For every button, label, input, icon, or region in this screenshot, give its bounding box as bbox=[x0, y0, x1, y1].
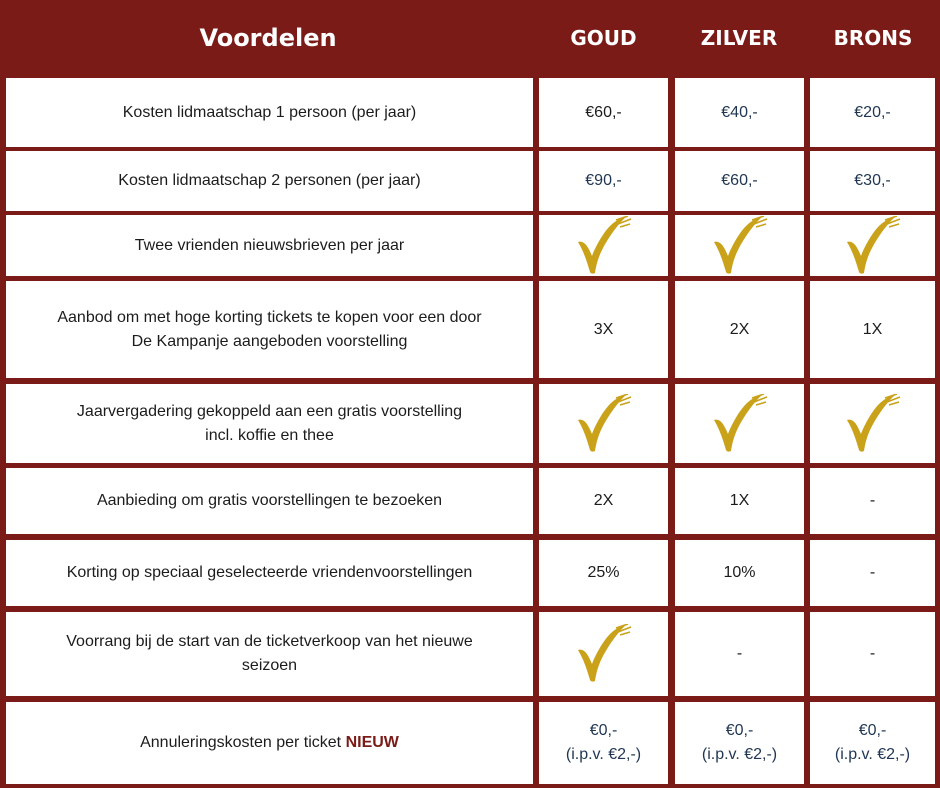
goud-value: 3X bbox=[539, 281, 668, 378]
row-label-line: Jaarvergadering gekoppeld aan een gratis voorstelling bbox=[76, 402, 463, 420]
column-header-brons: BRONS bbox=[833, 26, 913, 50]
goud-value: €90,- bbox=[539, 151, 668, 211]
row-label: Kosten lidmaatschap 2 personen (per jaar) bbox=[6, 151, 533, 211]
check-icon bbox=[712, 216, 768, 276]
row-label: Aanbieding om gratis voorstellingen te bezoeken bbox=[6, 468, 533, 534]
row-label: Twee vrienden nieuwsbrieven per jaar bbox=[6, 215, 533, 276]
zilver-value: 1X bbox=[675, 468, 804, 534]
check-icon bbox=[845, 394, 901, 454]
row-label-line: incl. koffie en thee bbox=[205, 426, 334, 444]
zilver-value bbox=[675, 702, 804, 784]
row-label bbox=[6, 702, 533, 784]
check-icon bbox=[845, 216, 901, 276]
row-label bbox=[6, 384, 533, 463]
brons-value: 1X bbox=[810, 281, 935, 378]
zilver-value: €40,- bbox=[675, 78, 804, 147]
goud-value bbox=[539, 702, 668, 784]
price-line: €0,- bbox=[725, 722, 754, 739]
row-label-line: Voorrang bij de start van de ticketverkoop van het nieuwe bbox=[66, 633, 473, 650]
brons-value bbox=[810, 702, 935, 784]
goud-value: €60,- bbox=[539, 78, 668, 147]
row-label-text: Annuleringskosten per ticket bbox=[140, 734, 342, 751]
price-line: €0,- bbox=[589, 722, 618, 739]
brons-value: - bbox=[810, 612, 935, 696]
price-line: (i.p.v. €2,-) bbox=[834, 746, 911, 763]
table-title: Voordelen bbox=[199, 24, 337, 52]
zilver-value: 10% bbox=[675, 540, 804, 606]
column-header-goud: GOUD bbox=[570, 26, 637, 50]
brons-value: - bbox=[810, 540, 935, 606]
brons-value: - bbox=[810, 468, 935, 534]
row-label bbox=[6, 612, 533, 696]
check-icon bbox=[712, 394, 768, 454]
row-label-line: De Kampanje aangeboden voorstelling bbox=[131, 332, 408, 350]
check-icon bbox=[576, 394, 632, 454]
price-line: (i.p.v. €2,-) bbox=[701, 746, 778, 763]
row-label-line: Aanbod om met hoge korting tickets te kopen voor een door bbox=[57, 308, 482, 326]
brons-value: €20,- bbox=[810, 78, 935, 147]
column-header-zilver: ZILVER bbox=[700, 26, 778, 50]
zilver-value: €60,- bbox=[675, 151, 804, 211]
brons-value: €30,- bbox=[810, 151, 935, 211]
check-icon bbox=[576, 216, 632, 276]
zilver-value: 2X bbox=[675, 281, 804, 378]
row-label bbox=[6, 281, 533, 378]
row-label: Korting op speciaal geselecteerde vriendenvoorstellingen bbox=[6, 540, 533, 606]
zilver-value: - bbox=[675, 612, 804, 696]
price-line: (i.p.v. €2,-) bbox=[565, 746, 642, 763]
row-label-line: seizoen bbox=[241, 657, 298, 674]
row-label: Kosten lidmaatschap 1 persoon (per jaar) bbox=[6, 78, 533, 147]
check-icon bbox=[576, 624, 632, 684]
new-badge: NIEUW bbox=[345, 734, 399, 751]
goud-value: 25% bbox=[539, 540, 668, 606]
price-line: €0,- bbox=[858, 722, 887, 739]
goud-value: 2X bbox=[539, 468, 668, 534]
